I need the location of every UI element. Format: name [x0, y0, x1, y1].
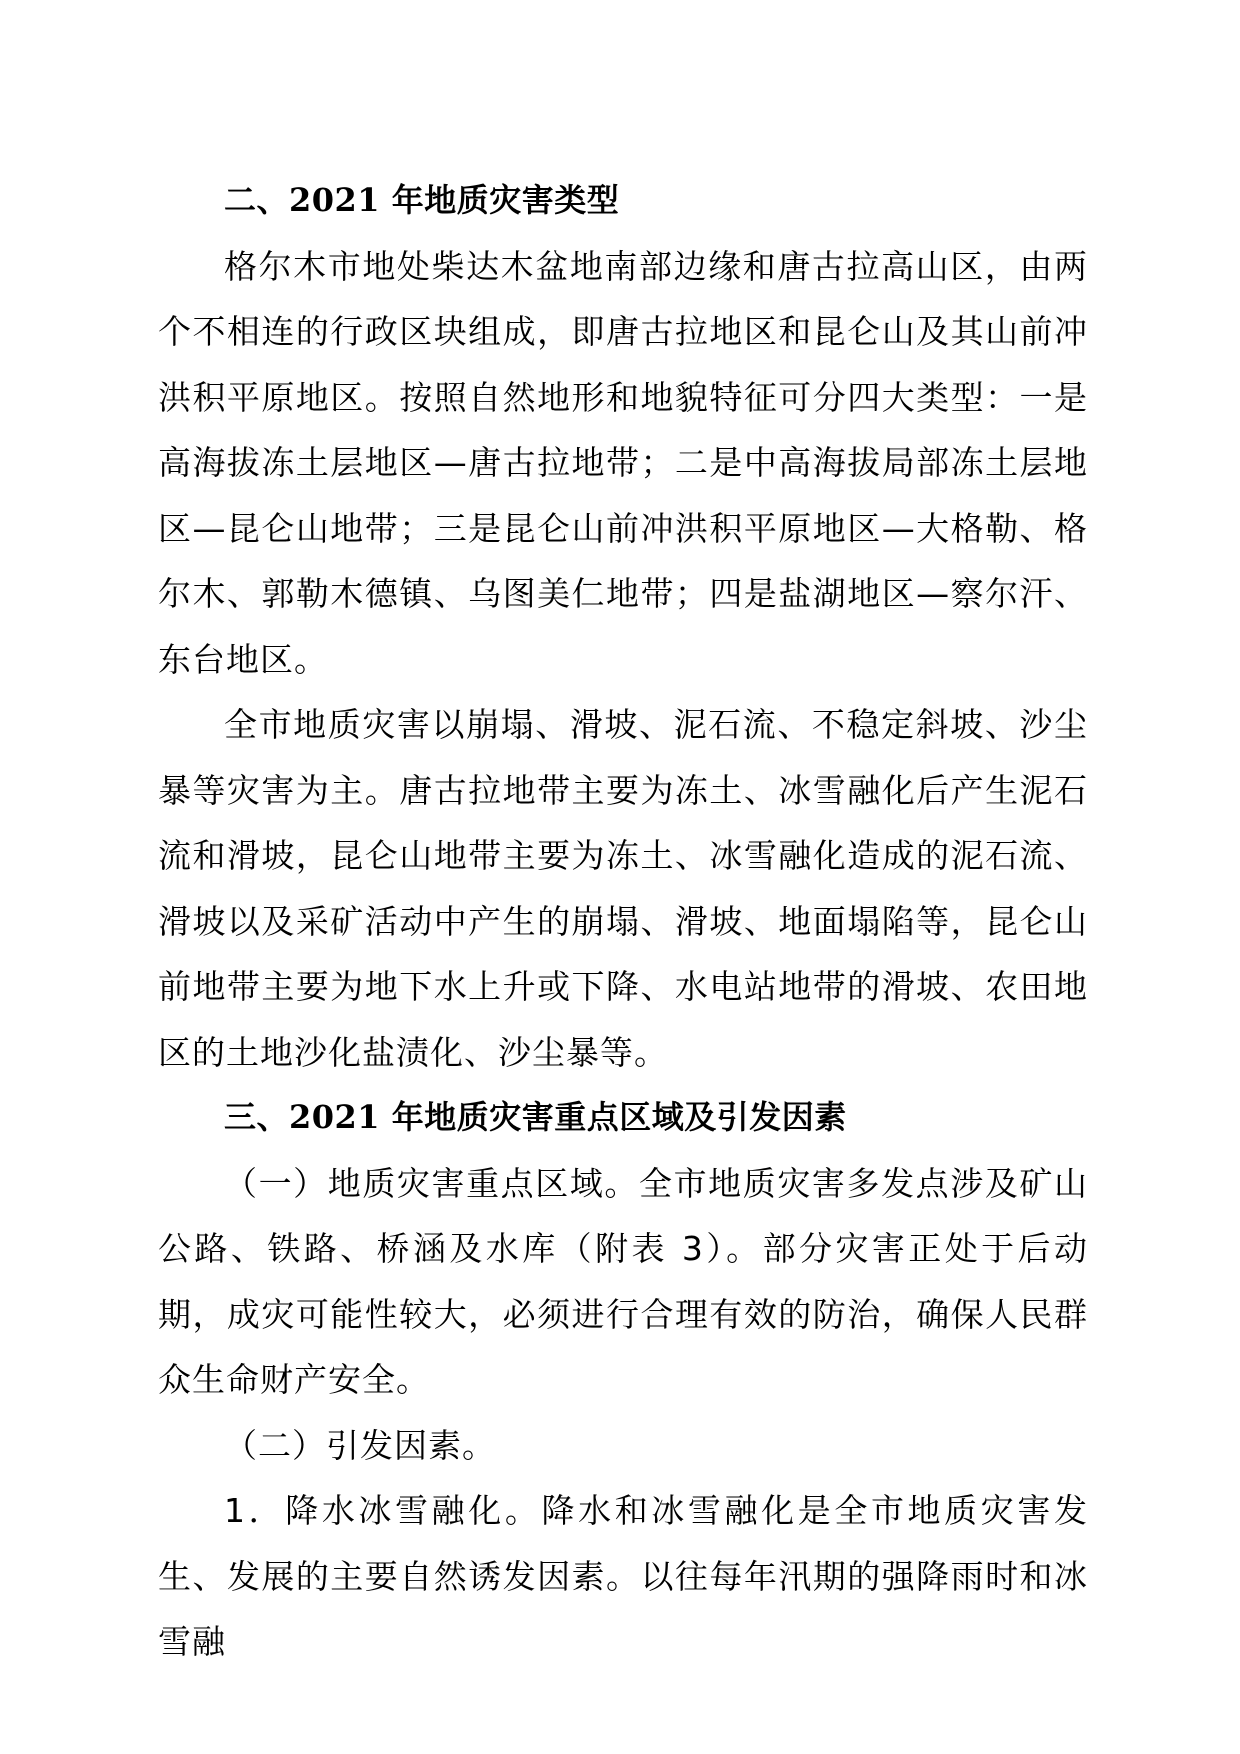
paragraph-factor-precipitation: 1．降水冰雪融化。降水和冰雪融化是全市地质灾害发生、发展的主要自然诱发因素。以往每年汛期的强降雨时和冰雪融 [158, 1491, 1088, 1661]
paragraph-location: 格尔木市地处柴达木盆地南部边缘和唐古拉高山区，由两个不相连的行政区块组成，即唐古拉地区和昆仑山及其山前冲洪积平原地区。按照自然地形和地貌特征可分四大类型：一是高海拔冻土层地区—唐古拉地带；二是中高海拔局部冻土层地区—昆仑山地带；三是昆仑山前冲洪积平原地区—大格勒、格尔木、郭勒木德镇、乌图美仁地带；四是盐湖地区—察尔汗、东台地区。 [158, 246, 1088, 679]
paragraph-factors-title: （二）引发因素。 [224, 1425, 496, 1465]
document-body [158, 168, 1088, 1675]
section-heading-key-areas-factors: 三、2021 年地质灾害重点区域及引发因素 [224, 1098, 847, 1136]
paragraph-hazard-types: 全市地质灾害以崩塌、滑坡、泥石流、不稳定斜坡、沙尘暴等灾害为主。唐古拉地带主要为冻土、冰雪融化后产生泥石流和滑坡，昆仑山地带主要为冻土、冰雪融化造成的泥石流、滑坡以及采矿活动中产生的崩塌、滑坡、地面塌陷等，昆仑山前地带主要为地下水上升或下降、水电站地带的滑坡、农田地区的土地沙化盐渍化、沙尘暴等。 [158, 705, 1088, 1072]
section-heading-disaster-types: 二、2021 年地质灾害类型 [224, 181, 620, 219]
paragraph-key-areas: （一）地质灾害重点区域。全市地质灾害多发点涉及矿山公路、铁路、桥涵及水库（附表 3）。部分灾害正处于后动期，成灾可能性较大，必须进行合理有效的防治，确保人民群众生命财产安全。 [158, 1163, 1088, 1399]
